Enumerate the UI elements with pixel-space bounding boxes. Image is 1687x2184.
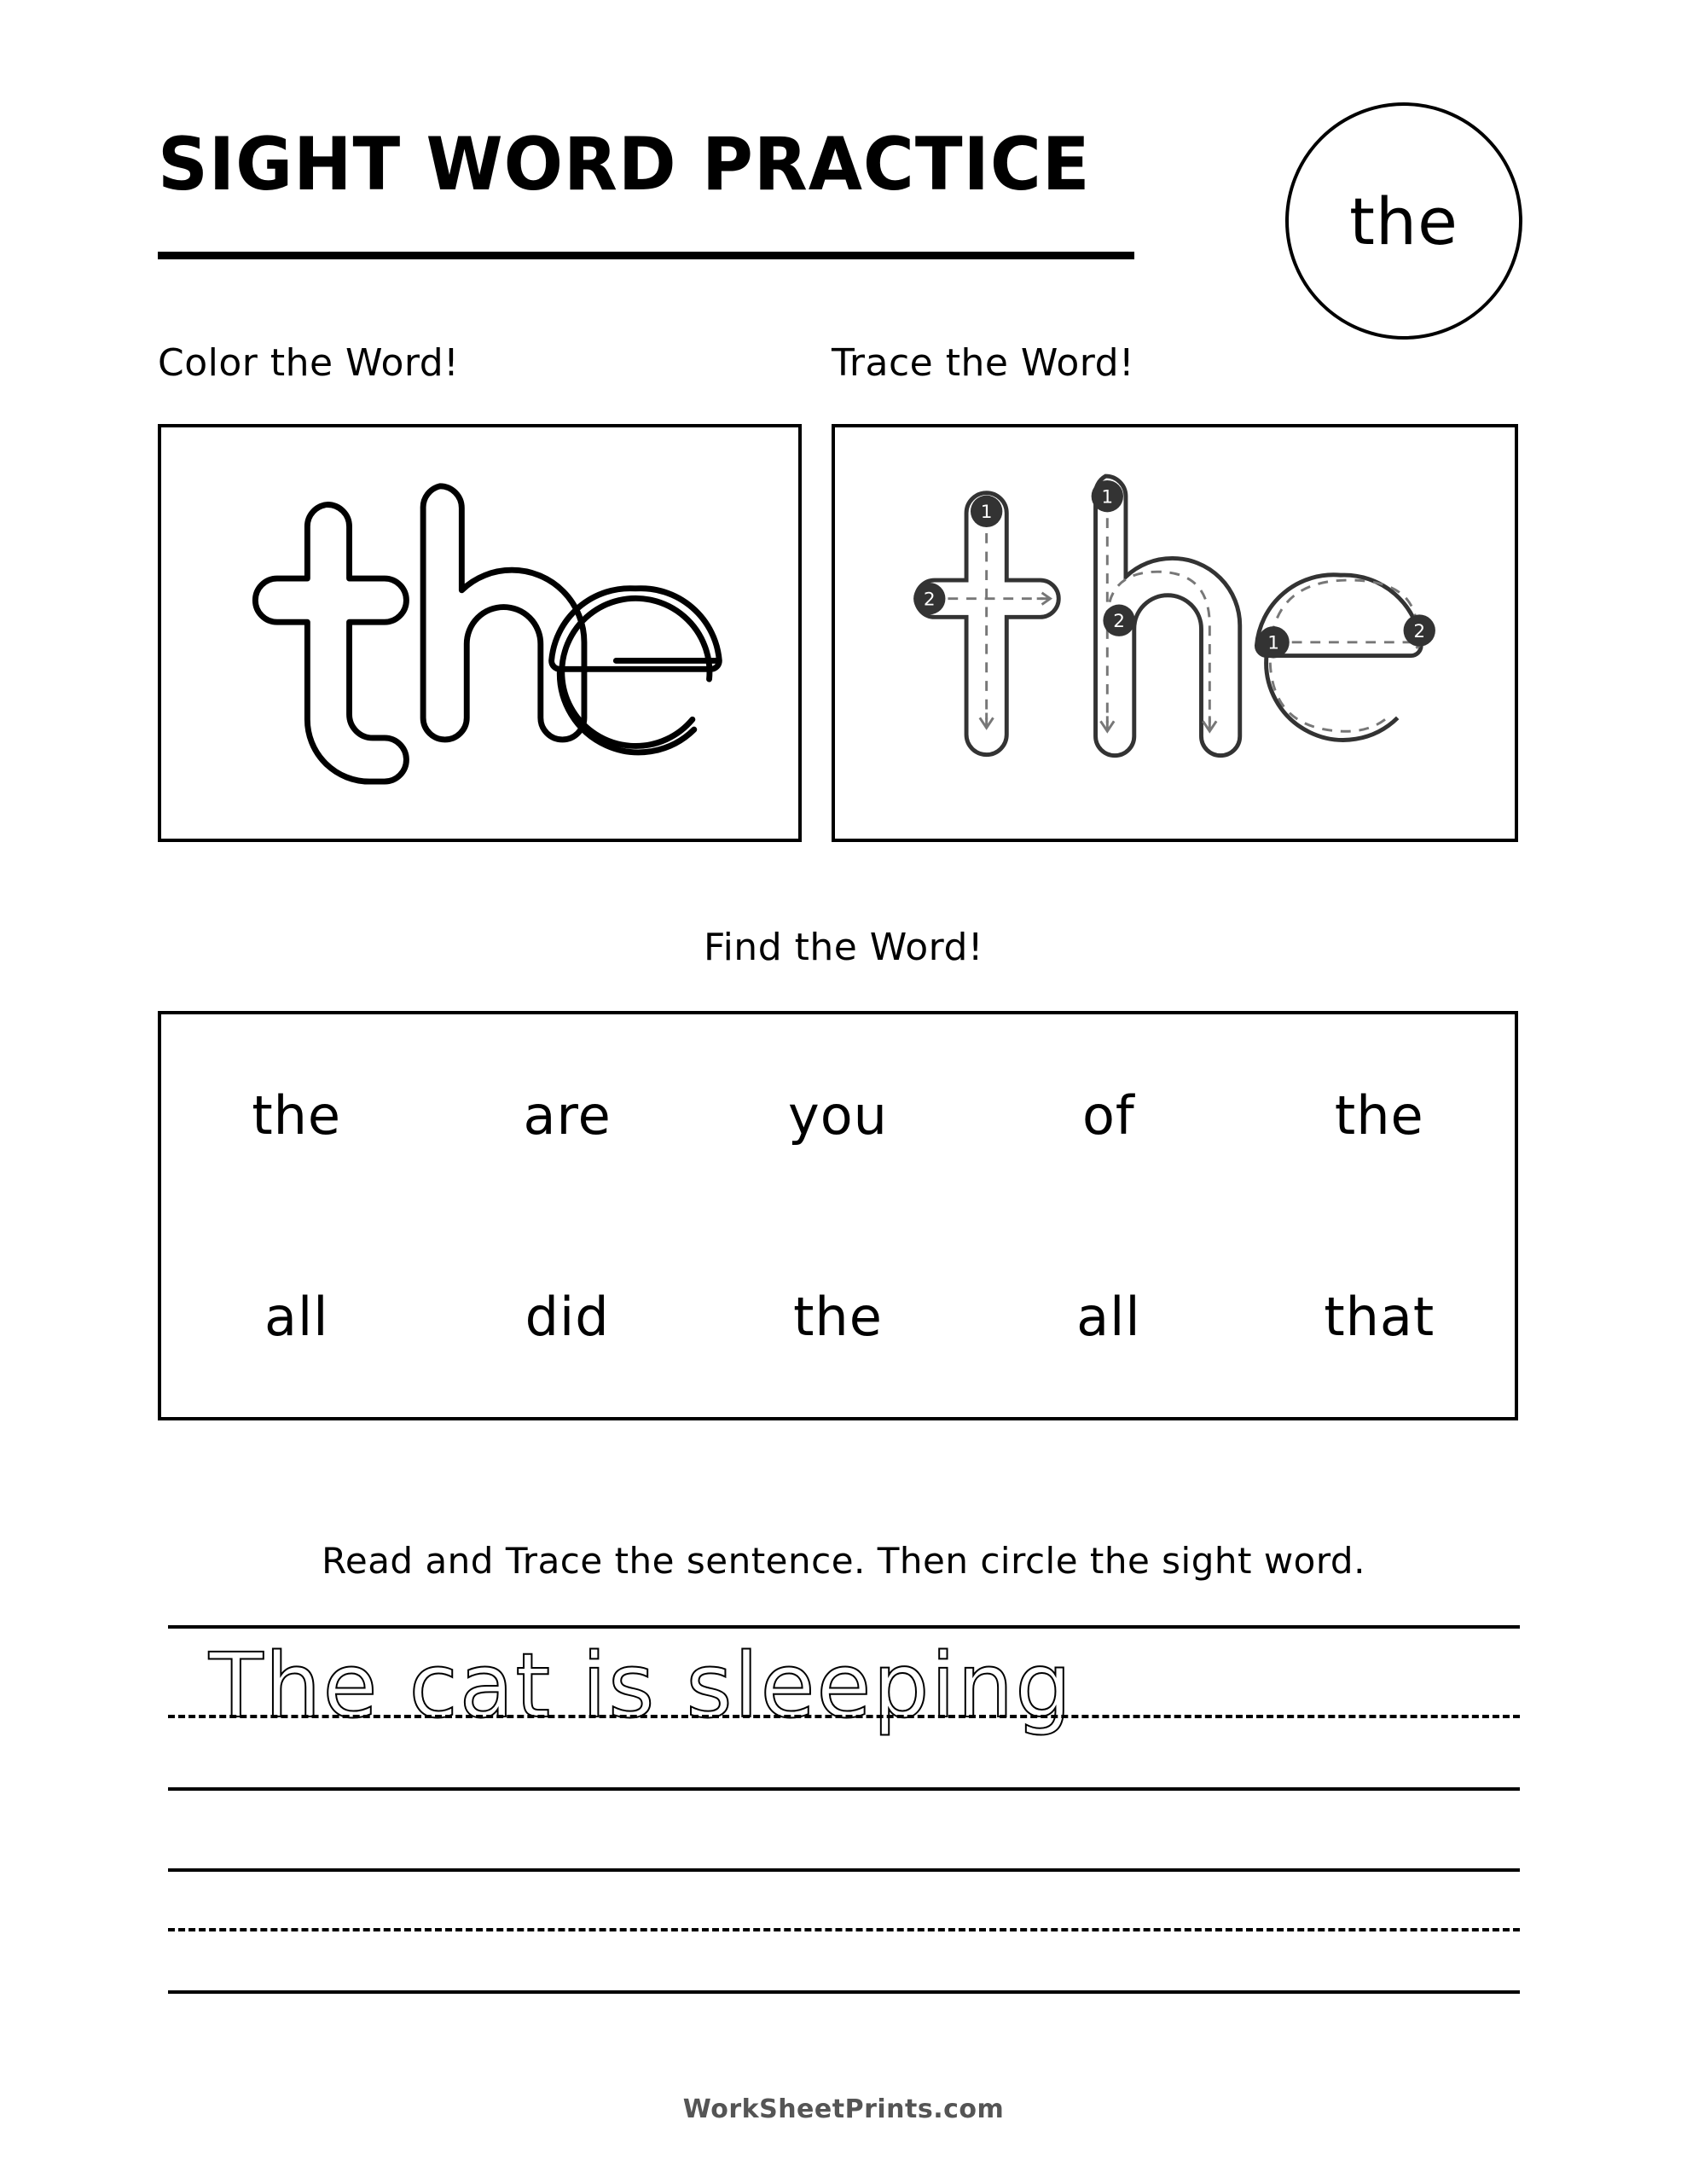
find-word-cell[interactable]: are <box>523 1083 612 1147</box>
find-word-cell[interactable]: you <box>788 1083 888 1147</box>
writing-line-top-1 <box>168 1625 1520 1629</box>
trace-section-label: Trace the Word! <box>832 341 1135 385</box>
find-word-cell[interactable]: that <box>1324 1285 1435 1348</box>
find-word-cell[interactable]: all <box>1076 1285 1141 1348</box>
title-underline <box>158 252 1134 259</box>
svg-text:1: 1 <box>1101 486 1114 508</box>
find-word-grid <box>161 1014 1515 1417</box>
sentence-instruction: Read and Trace the sentence. Then circle the sight word. <box>322 1540 1365 1582</box>
svg-text:2: 2 <box>1413 620 1426 642</box>
find-section-label: Find the Word! <box>703 926 984 969</box>
sight-word-badge-text: the <box>1349 183 1458 259</box>
find-word-cell[interactable]: did <box>525 1285 610 1348</box>
writing-line-base-1 <box>168 1787 1520 1791</box>
color-the-word-box <box>158 424 802 842</box>
find-word-cell[interactable]: the <box>1334 1083 1424 1147</box>
sight-word-badge <box>1285 102 1522 340</box>
find-the-word-box <box>158 1011 1518 1420</box>
find-word-cell[interactable]: of <box>1082 1083 1135 1147</box>
writing-line-base-2 <box>168 1990 1520 1994</box>
writing-line-top-2 <box>168 1868 1520 1872</box>
find-word-cell[interactable]: the <box>252 1083 342 1147</box>
worksheet-header <box>158 102 1531 341</box>
trace-word-guides-the <box>835 427 1515 839</box>
page-title: SIGHT WORD PRACTICE <box>158 122 1091 207</box>
color-section-label: Color the Word! <box>158 341 460 385</box>
writing-line-mid-2 <box>168 1928 1520 1931</box>
find-word-cell[interactable]: the <box>793 1285 883 1348</box>
svg-text:2: 2 <box>1113 611 1125 633</box>
find-word-cell[interactable]: all <box>264 1285 329 1348</box>
footer-credit: WorkSheetPrints.com <box>682 2094 1005 2124</box>
svg-text:2: 2 <box>923 589 936 611</box>
svg-text:1: 1 <box>1267 632 1279 654</box>
sentence-trace-text[interactable]: The cat is sleeping <box>209 1634 1074 1738</box>
color-word-outline-the <box>161 427 798 839</box>
svg-text:1: 1 <box>980 502 993 524</box>
handwriting-lines <box>168 1625 1520 1992</box>
trace-the-word-box <box>832 424 1518 842</box>
